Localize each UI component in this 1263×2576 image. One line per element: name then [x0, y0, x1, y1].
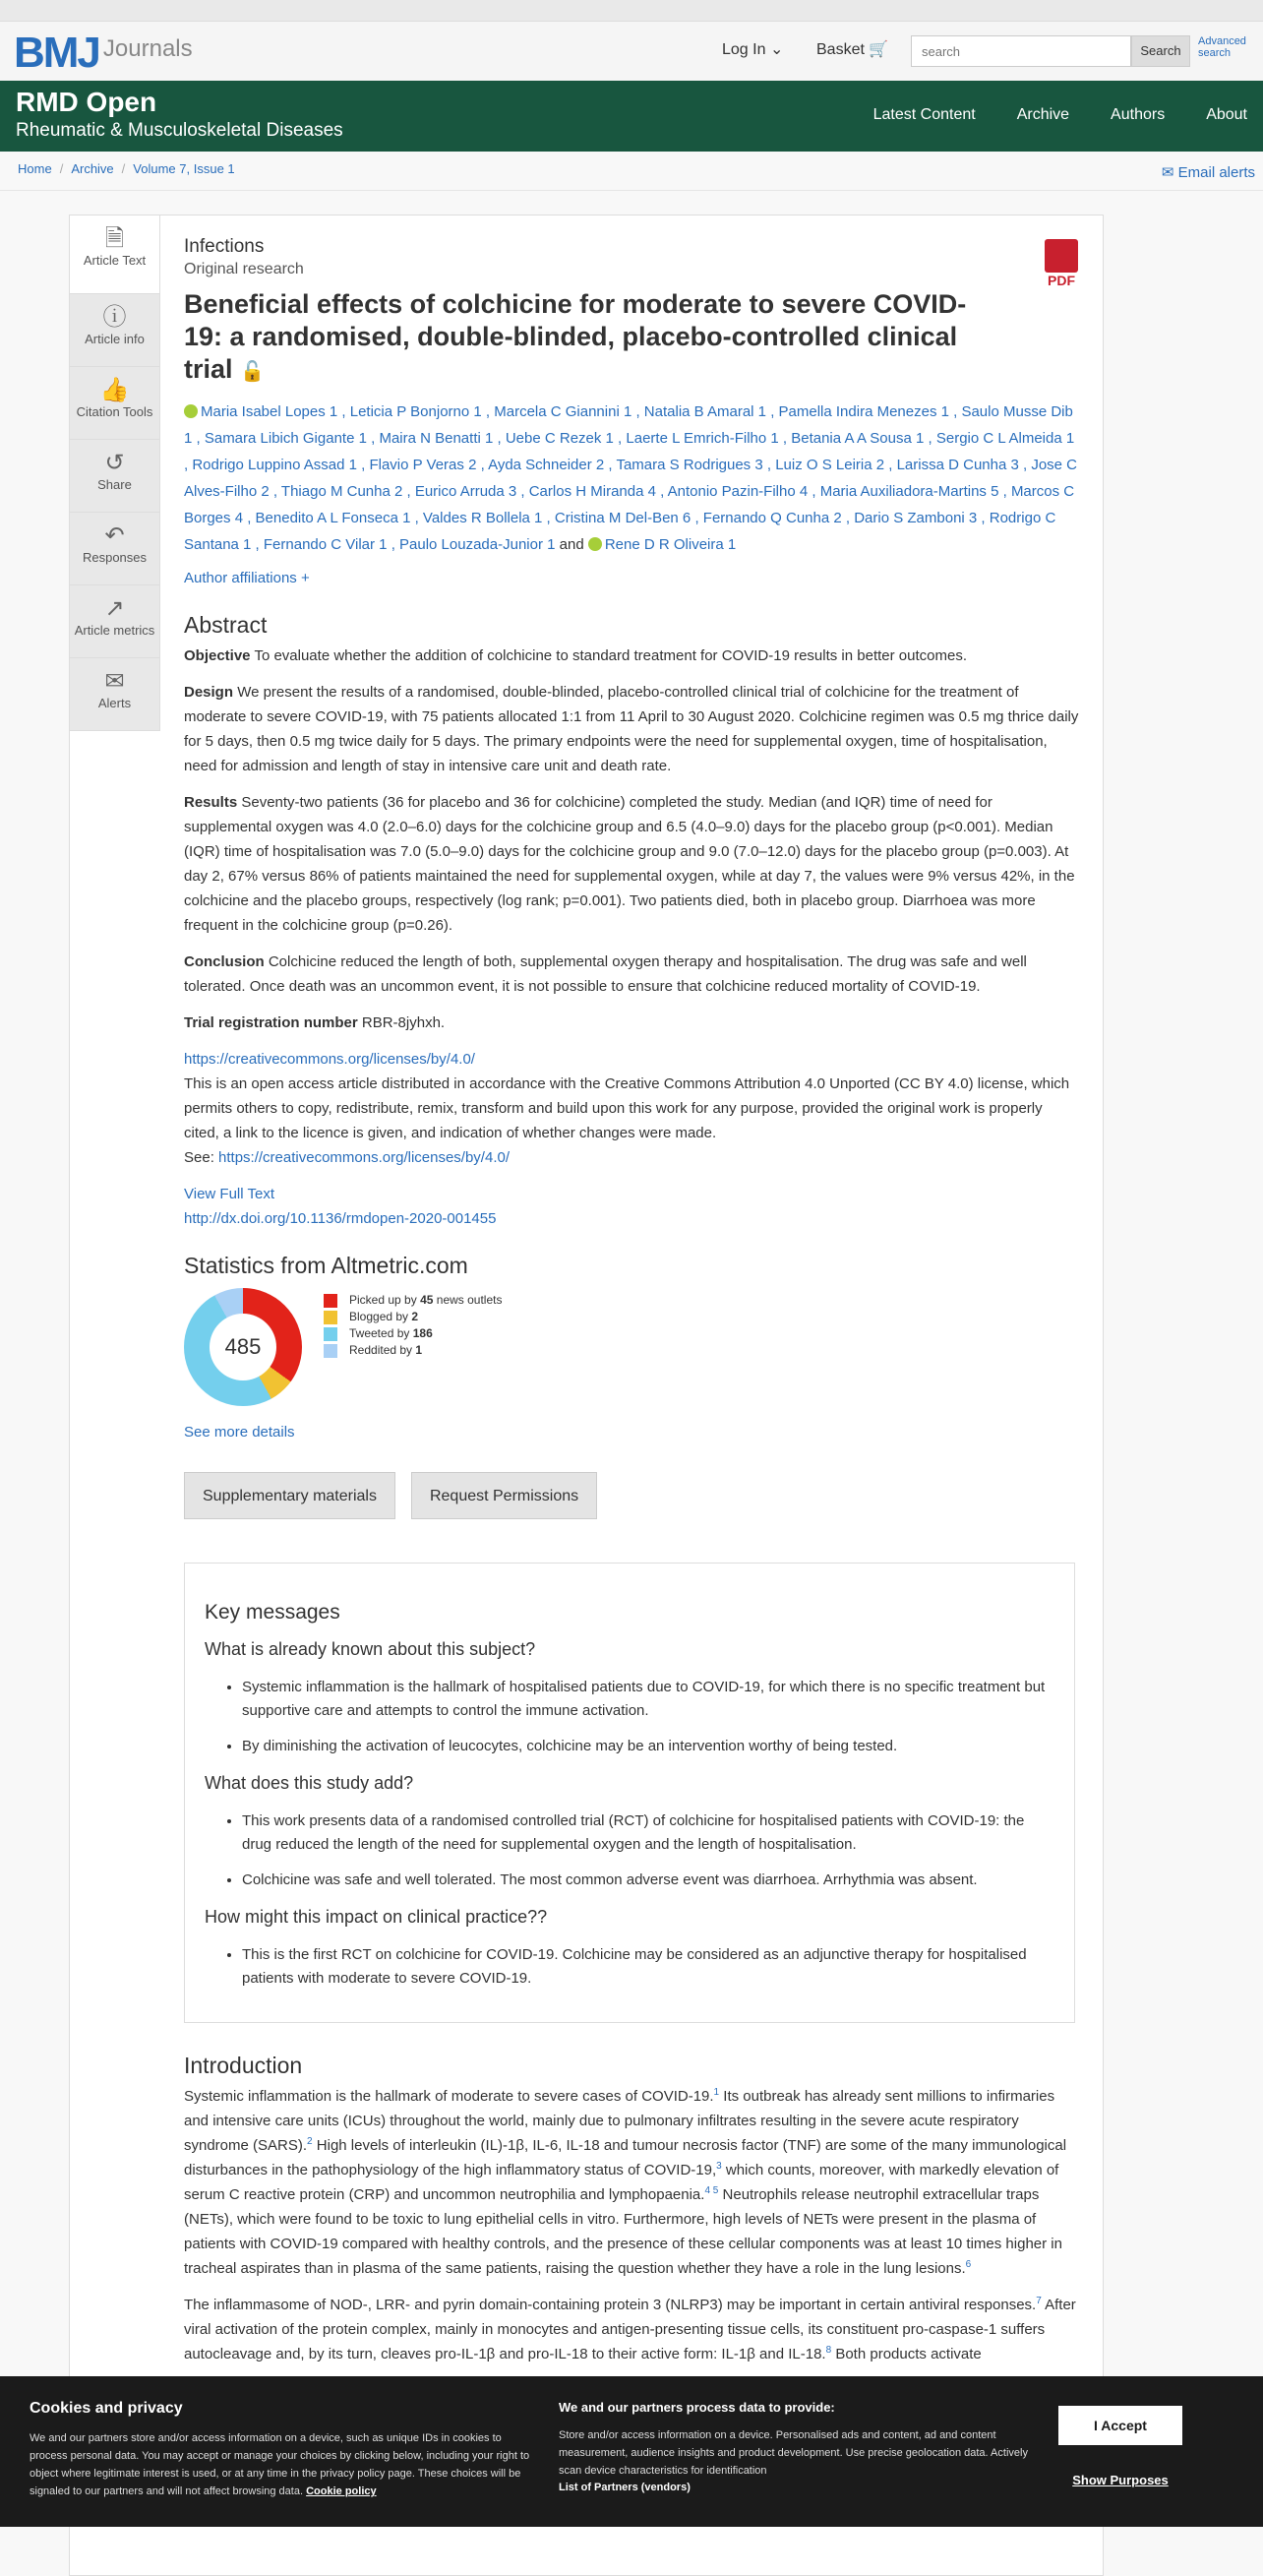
sidebar-item-label: Article Text [83, 253, 147, 268]
journal-title[interactable]: RMD Open [16, 87, 157, 117]
see-more-details-label[interactable]: See more details [184, 1424, 295, 1441]
sidebar-item-label: Article info [85, 332, 145, 346]
journal-bar [0, 81, 1263, 152]
view-full-text-link[interactable] [184, 1182, 1079, 1206]
abstract-design [184, 680, 1079, 778]
orcid-icon[interactable] [588, 537, 602, 551]
intro-text: After viral activation of the protein complex, mainly in monocytes and antigen-presenting tissue cells, its constituent pro-caspase-1 suffers autocleavage and, by its turn, cleaves pro-IL-1β and pro-IL-18 to their active form: IL-1β and IL-18. [184, 2297, 1076, 2362]
reference-link[interactable]: 8 [825, 2345, 832, 2356]
see-prefix: See: [184, 1149, 214, 1166]
last-author[interactable]: Rene D R Oliveira 1 [604, 536, 737, 553]
intro-text: Systemic inflammation is the hallmark of moderate to severe cases of COVID-19. [184, 2088, 714, 2105]
logo-bmj-text: BMJ [14, 29, 99, 77]
key-q3: How might this impact on clinical practice?? [205, 1907, 548, 1927]
key-q2-list [242, 1809, 1054, 1892]
key-messages-heading: Key messages [205, 1601, 340, 1624]
sidebar-item-label: Share [97, 477, 132, 492]
altmetric-heading: Statistics from Altmetric.com [184, 1253, 468, 1278]
doi-link[interactable] [184, 1206, 1079, 1231]
cookie-left [30, 2400, 541, 2500]
legend-reddit [324, 1342, 502, 1359]
breadcrumb-issue[interactable]: Volume 7, Issue 1 [133, 161, 235, 176]
authors-and: and [559, 536, 584, 553]
journal-subtitle: Rheumatic & Musculoskeletal Diseases [16, 120, 343, 141]
breadcrumb-separator: / [121, 161, 126, 176]
reference-link[interactable]: 2 [307, 2136, 313, 2147]
authors-text[interactable]: Maria Isabel Lopes 1 , Leticia P Bonjorno 1 , Marcela C Giannini 1 , Natalia B Amaral 1 , Pamella Indira Menezes 1 , Saulo Musse Dib 1 , Samara Libich Gigante 1 , Maira N Benatti 1 , Uebe C Rezek 1 , Laerte L Emrich-Filho 1 , Betania A A Sousa 1 , Sergio C L Almeida 1 , Rodrigo Luppino Assad 1 , Flavio P Veras 2 , Ayda Schneider 2 , Tamara S Rodrigues 3 , Luiz O S Leiria 2 , Larissa D Cunha 3 , Jose C Alves-Filho 2 , Thiago M Cunha 2 , Eurico Arruda 3 , Carlos H Miranda 4 , Antonio Pazin-Filho 4 , Maria Auxiliadora-Martins 5 , Marcos C Borges 4 , Benedito A L Fonseca 1 , Valdes R Bollela 1 , Cristina M Del-Ben 6 , Fernando Q Cunha 2 , Dario S Zamboni 3 , Rodrigo C Santana 1 , Fernando C Vilar 1 , Paulo Louzada-Junior 1 [184, 403, 1078, 553]
show-purposes-link[interactable]: Show Purposes [1072, 2473, 1169, 2487]
sidebar-item-alerts[interactable] [70, 658, 159, 731]
intro-text: Both products activate [831, 2346, 982, 2362]
sidebar-item-article-info[interactable] [70, 294, 159, 367]
reddit-count: 1 [415, 1343, 423, 1357]
cookie-text [30, 2429, 541, 2500]
intro-paragraph-1 [184, 2084, 1079, 2281]
see-more-details-link[interactable] [184, 1420, 1079, 1444]
share-icon: ↺ [104, 450, 125, 476]
results-text: Seventy-two patients (36 for placebo and 36 for colchicine) completed the study. Median (and IQR) time of need for supplemental oxygen was 4.0 (2.0–6.0) days for the colchicine group and 6.5 (4.0–9.0) days for the placebo group (p<0.001). Median (IQR) time of hospitalisation was 7.0 (5.0–9.0) days for the colchicine group and 9.0 (7.0–12.0) days for the placebo group (p=0.003). At day 2, 67% versus 86% of patients maintained the need for supplemental oxygen, while at day 7, the values were 9% versus 42%, in the colchicine and the placebo groups, respectively (log rank; p=0.001). Two patients died, both in placebo group. Diarrhoea was more frequent in the colchicine group (p=0.26). [184, 794, 1075, 934]
objective-text: To evaluate whether the addition of colchicine to standard treatment for COVID-19 results in better outcomes. [254, 647, 967, 664]
sidebar-item-citation-tools[interactable] [70, 367, 159, 440]
orcid-icon[interactable] [184, 404, 198, 418]
abstract-results [184, 790, 1079, 938]
author-affiliations-toggle[interactable]: Author affiliations + [184, 570, 310, 586]
tweet-pre: Tweeted by [349, 1326, 410, 1340]
blog-swatch [324, 1311, 337, 1324]
article-content [184, 235, 1079, 2366]
basket-label: Basket [816, 41, 865, 58]
nav-archive[interactable]: Archive [1016, 106, 1070, 123]
login-link[interactable] [722, 39, 783, 59]
blog-pre: Blogged by [349, 1310, 409, 1323]
breadcrumb-bar [0, 152, 1263, 191]
partners-list-link[interactable]: List of Partners (vendors) [559, 2482, 691, 2493]
cookie-purposes-title: We and our partners process data to provide: [559, 2400, 835, 2415]
breadcrumb [18, 161, 235, 176]
abstract-conclusion [184, 950, 1079, 999]
objective-label: Objective [184, 647, 251, 664]
nav-authors[interactable]: Authors [1111, 106, 1166, 123]
sidebar-item-article-metrics[interactable] [70, 585, 159, 658]
article-panel [69, 215, 1104, 2576]
list-item: • By diminishing the activation of leucocytes, colchicine may be an intervention worthy of being tested. [242, 1735, 1054, 1758]
conclusion-text: Colchicine reduced the length of both, supplemental oxygen therapy and hospitalisation. The drug was safe and well tolerated. Once death was an uncommon event, it is not possible to ensure that colchicine reduced mortality of COVID-19. [184, 953, 1027, 995]
supplementary-materials-button[interactable]: Supplementary materials [184, 1472, 395, 1519]
doi-link-text[interactable]: http://dx.doi.org/10.1136/rmdopen-2020-001455 [184, 1210, 497, 1227]
altmetric-donut[interactable] [184, 1288, 302, 1406]
key-messages-box [184, 1563, 1075, 2023]
author-list [184, 399, 1079, 558]
reference-link[interactable]: 7 [1036, 2296, 1042, 2306]
abstract-objective [184, 644, 1079, 668]
key-q2: What does this study add? [205, 1773, 414, 1793]
document-icon: 🗎 [104, 225, 125, 252]
cookie-policy-link[interactable]: Cookie policy [306, 2485, 377, 2497]
key-q1: What is already known about this subject? [205, 1639, 536, 1659]
tweet-count: 186 [412, 1326, 433, 1340]
intro-text: The inflammasome of NOD-, LRR- and pyrin domain-containing protein 3 (NLRP3) may be important in certain antiviral responses. [184, 2297, 1037, 2313]
cookie-text-body: We and our partners store and/or access information on a device, such as unique IDs in cookies to process personal data. You may accept or manage your choices by clicking below, including your right to object where legitimate interest is used, or at any time in the privacy policy page. These choices will be signaled to our partners and will not affect browsing data. [30, 2432, 530, 2497]
license-see-link[interactable]: https://creativecommons.org/licenses/by/4.0/ [218, 1149, 510, 1166]
open-access-icon: 🔓 [240, 361, 265, 383]
reddit-swatch [324, 1344, 337, 1358]
nav-about[interactable]: About [1206, 106, 1247, 123]
altmetric-legend [324, 1288, 502, 1414]
cookie-title: Cookies and privacy [30, 2400, 183, 2417]
list-item: • Colchicine was safe and well tolerated. The most common adverse event was diarrhoea. Arrhythmia was absent. [242, 1869, 1054, 1892]
sidebar-item-responses[interactable] [70, 513, 159, 585]
advanced-search-link[interactable]: Advanced search [1198, 35, 1246, 59]
sidebar-item-share[interactable] [70, 440, 159, 513]
email-alerts-link[interactable] [1162, 163, 1255, 181]
trial-text: RBR-8jyhxh. [361, 1014, 446, 1031]
metrics-icon: ↗ [104, 595, 125, 622]
intro-text: Its outbreak has already sent millions to infirmaries and intensive care units (ICUs) throughout the world, mainly due to pulmonary infiltrates resulting in the severe acute respiratory syndrome (SARS). [184, 2088, 1055, 2154]
introduction-heading: Introduction [184, 2053, 303, 2078]
tweet-swatch [324, 1327, 337, 1341]
news-count: 45 [420, 1293, 434, 1307]
news-pre: Picked up by [349, 1293, 417, 1307]
news-swatch [324, 1294, 337, 1308]
list-item: • This is the first RCT on colchicine for COVID-19. Colchicine may be considered as an adjunctive therapy for hospitalised patients with moderate to severe COVID-19. [242, 1943, 1054, 1991]
cookie-purposes-text: Store and/or access information on a device. Personalised ads and content, ad and content measurement, audience insights and product development. Use precise geolocation data. Actively scan device characteristics for identification [559, 2429, 1028, 2477]
envelope-icon: ✉ [104, 668, 125, 695]
intro-paragraph-2 [184, 2293, 1079, 2366]
abstract-trial [184, 1011, 1079, 1035]
email-alerts-label: Email alerts [1177, 164, 1255, 181]
view-full-text-label[interactable]: View Full Text [184, 1186, 274, 1202]
reference-link[interactable]: 1 [713, 2087, 720, 2098]
legend-tweet [324, 1325, 502, 1342]
pdf-label: PDF [1048, 273, 1075, 288]
list-item: • This work presents data of a randomised controlled trial (RCT) of colchicine for hospitalised patients with COVID-19: the drug reduced the length of the need for supplemental oxygen and the length of hospitalisation. [242, 1809, 1054, 1857]
sidebar-item-label: Alerts [97, 696, 132, 710]
intro-text: which counts, moreover, with markedly elevation of serum C reactive protein (CRP) and uncommon neutrophilia and lymphopaenia. [184, 2162, 1059, 2203]
nav-latest-content[interactable]: Latest Content [872, 106, 976, 123]
breadcrumb-archive[interactable]: Archive [71, 161, 114, 176]
action-buttons [184, 1472, 1079, 1519]
basket-link[interactable] [816, 39, 888, 59]
accept-button[interactable]: I Accept [1058, 2406, 1182, 2445]
abstract-heading: Abstract [184, 612, 268, 638]
sidebar-item-label: Article metrics [74, 623, 155, 638]
search-input[interactable] [911, 35, 1131, 67]
legend-news [324, 1292, 502, 1309]
request-permissions-button[interactable]: Request Permissions [411, 1472, 597, 1519]
sidebar-item-article-text[interactable] [70, 215, 159, 294]
license-link[interactable] [184, 1047, 1079, 1072]
article-title [184, 288, 991, 389]
legend-blog [324, 1309, 502, 1325]
article-type: Original research [184, 261, 304, 277]
design-label: Design [184, 684, 234, 701]
results-label: Results [184, 794, 238, 811]
top-strip [0, 0, 1263, 22]
article-sidebar [70, 215, 160, 731]
key-q1-list [242, 1676, 1054, 1758]
reference-link[interactable]: 3 [716, 2161, 722, 2172]
journal-nav [873, 106, 1247, 124]
basket-icon: 🛒 [869, 41, 889, 58]
article-title-text: Beneficial effects of colchicine for moderate to severe COVID-19: a randomised, double-blinded, placebo-controlled clinical trial [184, 289, 967, 384]
search-button[interactable]: Search [1131, 35, 1190, 67]
logo-journals-text: Journals [102, 35, 193, 62]
bmj-journals-logo[interactable] [14, 31, 193, 75]
trial-label: Trial registration number [184, 1014, 358, 1031]
conclusion-label: Conclusion [184, 953, 265, 970]
intro-text: Neutrophils release neutrophil extracellular traps (NETs), which were found to be toxic to lung epithelial cells in vitro. Furthermore, high levels of NETs were present in the plasma of patients with COVID-19 compared with healthy controls, and the presence of these cellular components was at least 10 times higher in tracheal aspirates than in plasma of the same patients, raising the question whether they have a role in the lung lesions. [184, 2186, 1062, 2277]
design-text: We present the results of a randomised, double-blinded, placebo-controlled clinical trial of colchicine for the treatment of moderate to severe COVID-19, with 75 patients allocated 1:1 from 11 April to 30 August 2020. Colchicine regimen was 0.5 mg thrice daily for 5 days, then 0.5 mg twice daily for 5 days. The primary endpoints were the need for supplemental oxygen, time of hospitalisation, need for admission and length of stay in intensive care unit and death rate. [184, 684, 1079, 774]
list-item: • Systemic inflammation is the hallmark of hospitalised patients due to COVID-19, for which there is no specific treatment but supportive care and attempts to control the immune activation. [242, 1676, 1054, 1723]
altmetric-score: 485 [210, 1314, 276, 1380]
sidebar-item-label: Responses [82, 550, 148, 565]
article-category: Infections [184, 236, 265, 257]
cookie-banner [0, 2376, 1263, 2527]
blog-count: 2 [411, 1310, 419, 1323]
news-post: news outlets [436, 1293, 503, 1307]
thumbs-up-icon: 👍 [99, 377, 130, 403]
reference-link[interactable]: 4 5 [704, 2185, 719, 2196]
info-icon: ⓘ [102, 304, 127, 331]
altmetric-widget[interactable] [184, 1288, 1079, 1414]
envelope-icon: ✉ [1161, 164, 1174, 181]
breadcrumb-separator: / [59, 161, 64, 176]
chevron-down-icon: ⌄ [769, 41, 784, 58]
license-text: This is an open access article distributed in accordance with the Creative Commons Attribution 4.0 Unported (CC BY 4.0) license, which permits others to copy, redistribute, remix, transform and build upon this work for any purpose, provided the original work is properly cited, a link to the licence is given, and indication of whether changes were made. [184, 1075, 1070, 1141]
cookie-purposes [559, 2400, 1031, 2493]
intro-text: High levels of interleukin (IL)-1β, IL-6, IL-18 and tumour necrosis factor (TNF) are some of the many immunological disturbances in the pathophysiology of the high inflammatory status of COVID-19, [184, 2137, 1067, 2178]
sidebar-item-label: Citation Tools [76, 404, 153, 419]
key-q3-list [242, 1943, 1054, 1991]
reply-icon: ↶ [104, 522, 125, 549]
breadcrumb-home[interactable]: Home [18, 161, 52, 176]
login-label: Log In [722, 41, 766, 58]
license-see [184, 1145, 1079, 1170]
reddit-pre: Reddited by [349, 1343, 413, 1357]
license-link-text[interactable]: https://creativecommons.org/licenses/by/4.0/ [184, 1051, 475, 1068]
brand-bar [0, 22, 1263, 81]
reference-link[interactable]: 6 [965, 2259, 972, 2270]
